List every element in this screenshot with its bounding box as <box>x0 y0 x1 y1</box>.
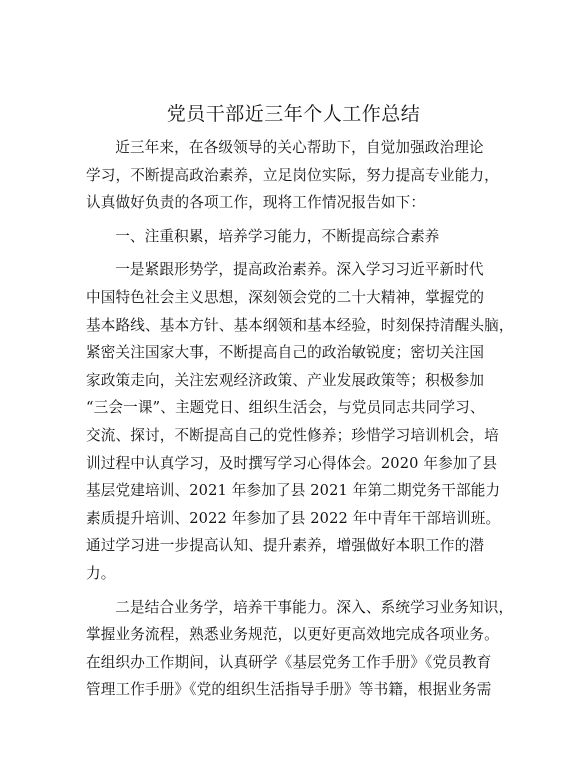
para-line: 基层党建培训、2021 年参加了县 2021 年第二期党务干部能力 <box>86 482 501 500</box>
para-line: 二是结合业务学，培养干事能力。深入、系统学习业务知识， <box>115 598 514 616</box>
para-line: 掌握业务流程，熟悉业务规范，以更好更高效地完成各项业务。 <box>86 626 499 644</box>
section-heading <box>86 223 501 251</box>
para-line: “三会一课”、主题党日、组织生活会，与党员同志共同学习、 <box>86 399 485 417</box>
para-line: 力。 <box>86 564 116 582</box>
para-line: 交流、探讨，不断提高自己的党性修养；珍惜学习培训机会，培 <box>86 426 499 444</box>
para-line: 训过程中认真学习，及时撰写学习心得体会。2020 年参加了县 <box>86 454 498 472</box>
intro-paragraph <box>86 134 501 217</box>
section-heading-text: 一、注重积累，培养学习能力，不断提高综合素养 <box>115 227 440 245</box>
para-line: 一是紧跟形势学，提高政治素养。深入学习习近平新时代 <box>115 261 484 279</box>
para-line: 素质提升培训、2022 年参加了县 2022 年中青年干部培训班。 <box>86 509 501 527</box>
para-line: 通过学习进一步提高认知、提升素养，增强做好本职工作的潜 <box>86 537 485 555</box>
document-title: 党员干部近三年个人工作总结 <box>166 103 421 125</box>
para-line: 中国特色社会主义思想，深刻领会党的二十大精神，掌握党的 <box>86 288 485 306</box>
para-line: 紧密关注国家大事，不断提高自己的政治敏锐度；密切关注国 <box>86 344 485 362</box>
para-line: 基本路线、基本方针、基本纲领和基本经验，时刻保持清醒头脑， <box>86 316 514 334</box>
intro-line: 近三年来，在各级领导的关心帮助下，自觉加强政治理论 <box>115 139 484 156</box>
intro-line: 学习，不断提高政治素养，立足岗位实际，努力提高专业能力， <box>86 166 499 184</box>
para-line: 在组织办工作期间，认真研学《基层党务工作手册》《党员教育 <box>86 653 492 671</box>
para-line: 家政策走向，关注宏观经济政策、产业发展政策等；积极参加 <box>86 371 485 389</box>
para-line: 管理工作手册》《党的组织生活指导手册》等书籍，根据业务需 <box>86 681 492 699</box>
paragraph-business <box>86 594 514 704</box>
paragraph-political <box>86 256 514 587</box>
intro-line: 认真做好负责的各项工作，现将工作情况报告如下： <box>86 194 426 212</box>
